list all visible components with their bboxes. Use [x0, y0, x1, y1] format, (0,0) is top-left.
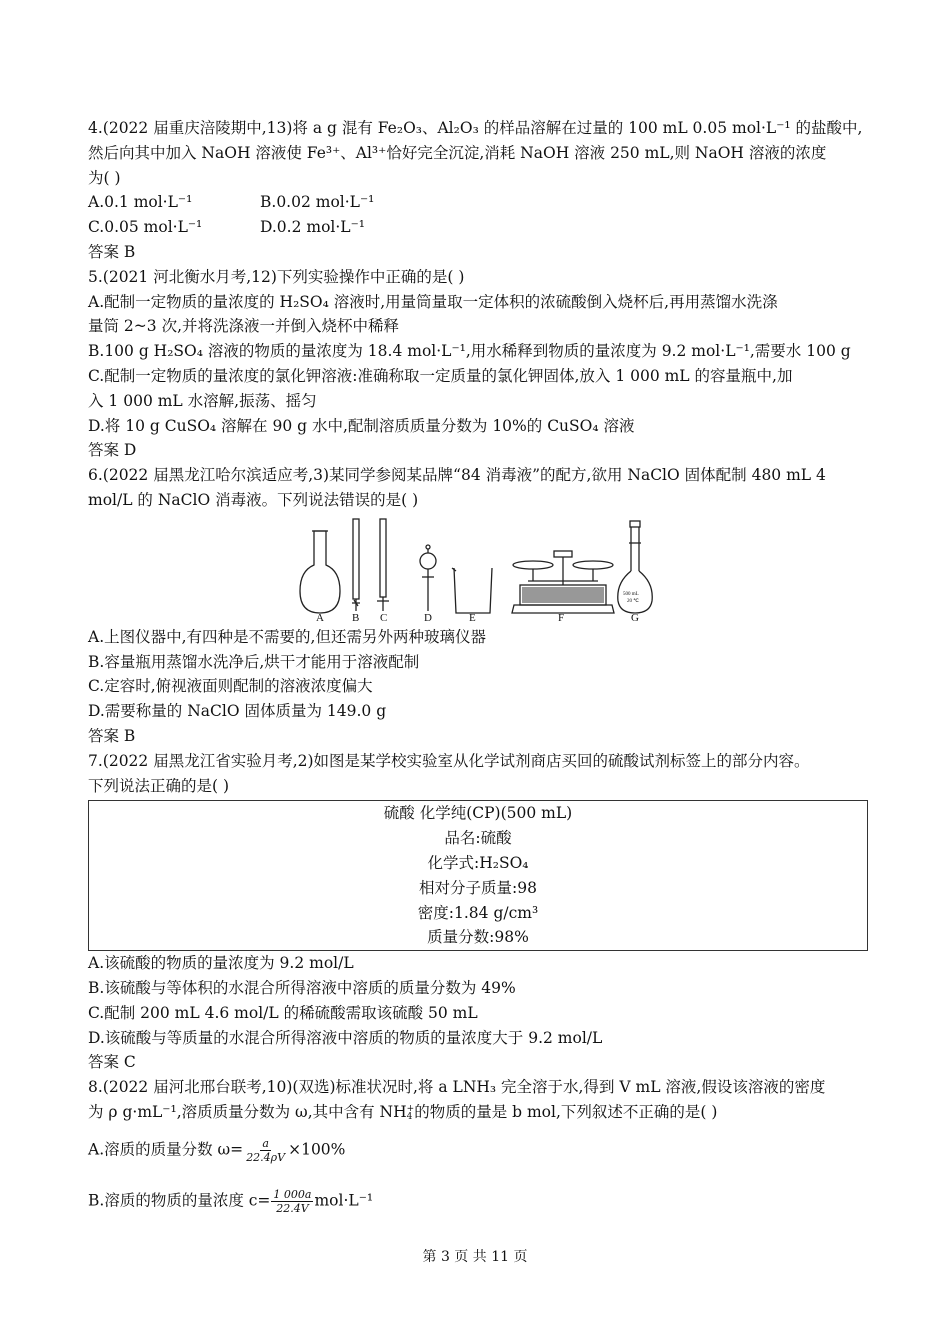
q6-stem-line1: 6.(2022 届黑龙江哈尔滨适应考,3)某同学参阅某品牌“84 消毒液”的配方,欲用 NaClO 固体配制 480 mL 4 — [88, 466, 826, 485]
q4-options-row2 — [88, 215, 878, 240]
reagent-label-mass-fraction: 质量分数:98% — [427, 928, 529, 947]
q5-option-c-line2: 入 1 000 mL 水溶解,振荡、摇匀 — [88, 391, 317, 410]
page-content — [88, 116, 878, 1215]
reagent-label-formula: 化学式:H₂SO₄ — [427, 853, 529, 872]
q7-option-d: D.该硫酸与等质量的水混合所得溶液中溶质的物质的量浓度大于 9.2 mol/L — [88, 1028, 603, 1047]
q6-stem-line2: mol/L 的 NaClO 消毒液。下列说法错误的是( ) — [88, 490, 419, 509]
q5-option-d: D.将 10 g CuSO₄ 溶解在 90 g 水中,配制溶质质量分数为 10%的 CuSO₄ 溶液 — [88, 416, 635, 435]
q4-stem-line3: 为( ) — [88, 168, 121, 187]
ammonium-charge: + — [406, 1103, 415, 1114]
q8-option-a-numerator: a — [262, 1136, 269, 1150]
q7-answer: 答案 C — [88, 1053, 136, 1072]
q6-option-b: B.容量瓶用蒸馏水洗净后,烘干才能用于溶液配制 — [88, 652, 420, 671]
q6-option-a: A.上图仪器中,有四种是不需要的,但还需另外两种玻璃仪器 — [88, 627, 486, 646]
q8-option-a-suffix: ×100% — [288, 1140, 346, 1159]
question-4 — [88, 116, 878, 265]
question-8 — [88, 1075, 878, 1215]
q7-option-b: B.该硫酸与等体积的水混合所得溶液中溶质的质量分数为 49% — [88, 978, 516, 997]
q4-option-b: B.0.02 mol·L⁻¹ — [260, 193, 375, 212]
reagent-label-name: 品名:硫酸 — [444, 829, 512, 848]
q4-stem-line2: 然后向其中加入 NaOH 溶液使 Fe³⁺、Al³⁺恰好完全沉淀,消耗 NaOH 溶液 250 mL,则 NaOH 溶液的浓度 — [88, 143, 827, 162]
q4-option-d: D.0.2 mol·L⁻¹ — [260, 218, 365, 237]
apparatus-illustration — [88, 513, 878, 625]
flask-volume-text: 500 mL — [623, 591, 639, 597]
q6-answer: 答案 B — [88, 726, 136, 745]
q4-answer: 答案 B — [88, 242, 136, 261]
q8-stem-line2-part1: 为 ρ g·mL⁻¹,溶质质量分数为 ω,其中含有 NH — [88, 1102, 407, 1121]
figure-label-d: D — [424, 611, 432, 624]
q8-option-a — [88, 1137, 878, 1164]
q7-option-c: C.配制 200 mL 4.6 mol/L 的稀硫酸需取该硫酸 50 mL — [88, 1003, 478, 1022]
q8-option-b-denominator: 22.4V — [276, 1201, 309, 1215]
q5-option-a-line1: A.配制一定物质的量浓度的 H₂SO₄ 溶液时,用量筒量取一定体积的浓硫酸倒入烧杯后,再用蒸馏水洗涤 — [88, 292, 778, 311]
q8-stem-line2-part2: 的物质的量是 b mol,下列叙述不正确的是( ) — [414, 1102, 718, 1121]
page-footer: 第 3 页 共 11 页 — [422, 1249, 528, 1265]
q5-stem: 5.(2021 河北衡水月考,12)下列实验操作中正确的是( ) — [88, 267, 465, 286]
reagent-label-density: 密度:1.84 g/cm³ — [417, 903, 539, 922]
figure-label-f: F — [558, 611, 565, 624]
q7-stem-line2: 下列说法正确的是( ) — [88, 776, 230, 795]
q4-options-row1 — [88, 190, 878, 215]
q6-option-d: D.需要称量的 NaClO 固体质量为 149.0 g — [88, 702, 387, 721]
q8-option-b-prefix: B.溶质的物质的量浓度 c= — [88, 1191, 271, 1210]
figure-label-c: C — [380, 611, 388, 624]
q7-stem-line1: 7.(2022 届黑龙江省实验月考,2)如图是某学校实验室从化学试剂商店买回的硫酸试剂标签上的部分内容。 — [88, 751, 810, 770]
q5-option-a-line2: 量筒 2~3 次,并将洗涤液一并倒入烧杯中稀释 — [88, 317, 399, 336]
question-6 — [88, 463, 878, 749]
figure-label-e: E — [469, 611, 476, 624]
q4-stem-line1: 4.(2022 届重庆涪陵期中,13)将 a g 混有 Fe₂O₃、Al₂O₃ 的样品溶解在过量的 100 mL 0.05 mol·L⁻¹ 的盐酸中, — [88, 119, 863, 137]
q8-stem-line1: 8.(2022 届河北邢台联考,10)(双选)标准状况时,将 a LNH₃ 完全溶于水,得到 V mL 溶液,假设该溶液的密度 — [88, 1078, 826, 1097]
q8-option-b — [88, 1188, 878, 1215]
q8-option-b-numerator: 1 000a — [273, 1187, 312, 1201]
q8-option-a-denominator: 22.4ρV — [246, 1150, 286, 1164]
q5-option-b: B.100 g H₂SO₄ 溶液的物质的量浓度为 18.4 mol·L⁻¹,用水稀释到物质的量浓度为 9.2 mol·L⁻¹,需要水 100 g — [88, 342, 851, 361]
question-5 — [88, 265, 878, 463]
q8-option-a-fraction — [244, 1137, 287, 1164]
q7-option-a: A.该硫酸的物质的量浓度为 9.2 mol/L — [88, 954, 354, 973]
reagent-label-box — [88, 800, 868, 951]
q4-option-c: C.0.05 mol·L⁻¹ — [88, 218, 203, 237]
figure-label-g: G — [631, 611, 639, 624]
q4-option-a: A.0.1 mol·L⁻¹ — [88, 193, 193, 212]
q8-option-b-suffix: mol·L⁻¹ — [314, 1191, 374, 1210]
q8-option-a-prefix: A.溶质的质量分数 ω= — [88, 1140, 244, 1159]
q8-option-b-fraction — [271, 1188, 313, 1215]
reagent-label-molar-mass: 相对分子质量:98 — [419, 878, 537, 897]
q5-answer: 答案 D — [88, 441, 137, 460]
q5-option-c-line1: C.配制一定物质的量浓度的氯化钾溶液:准确称取一定质量的氯化钾固体,放入 1 000 mL 的容量瓶中,加 — [88, 366, 793, 385]
question-7 — [88, 749, 878, 1075]
ammonium-subscript: 4 — [406, 1111, 413, 1122]
q6-option-c: C.定容时,俯视液面则配制的溶液浓度偏大 — [88, 677, 373, 696]
lab-apparatus-figure — [88, 513, 878, 625]
flask-temperature-text: 20 ℃ — [627, 598, 639, 604]
q8-stem-line2 — [88, 1100, 878, 1125]
figure-label-b: B — [352, 611, 360, 624]
reagent-label-header: 硫酸 化学纯(CP)(500 mL) — [383, 804, 573, 823]
figure-label-a: A — [316, 611, 324, 624]
